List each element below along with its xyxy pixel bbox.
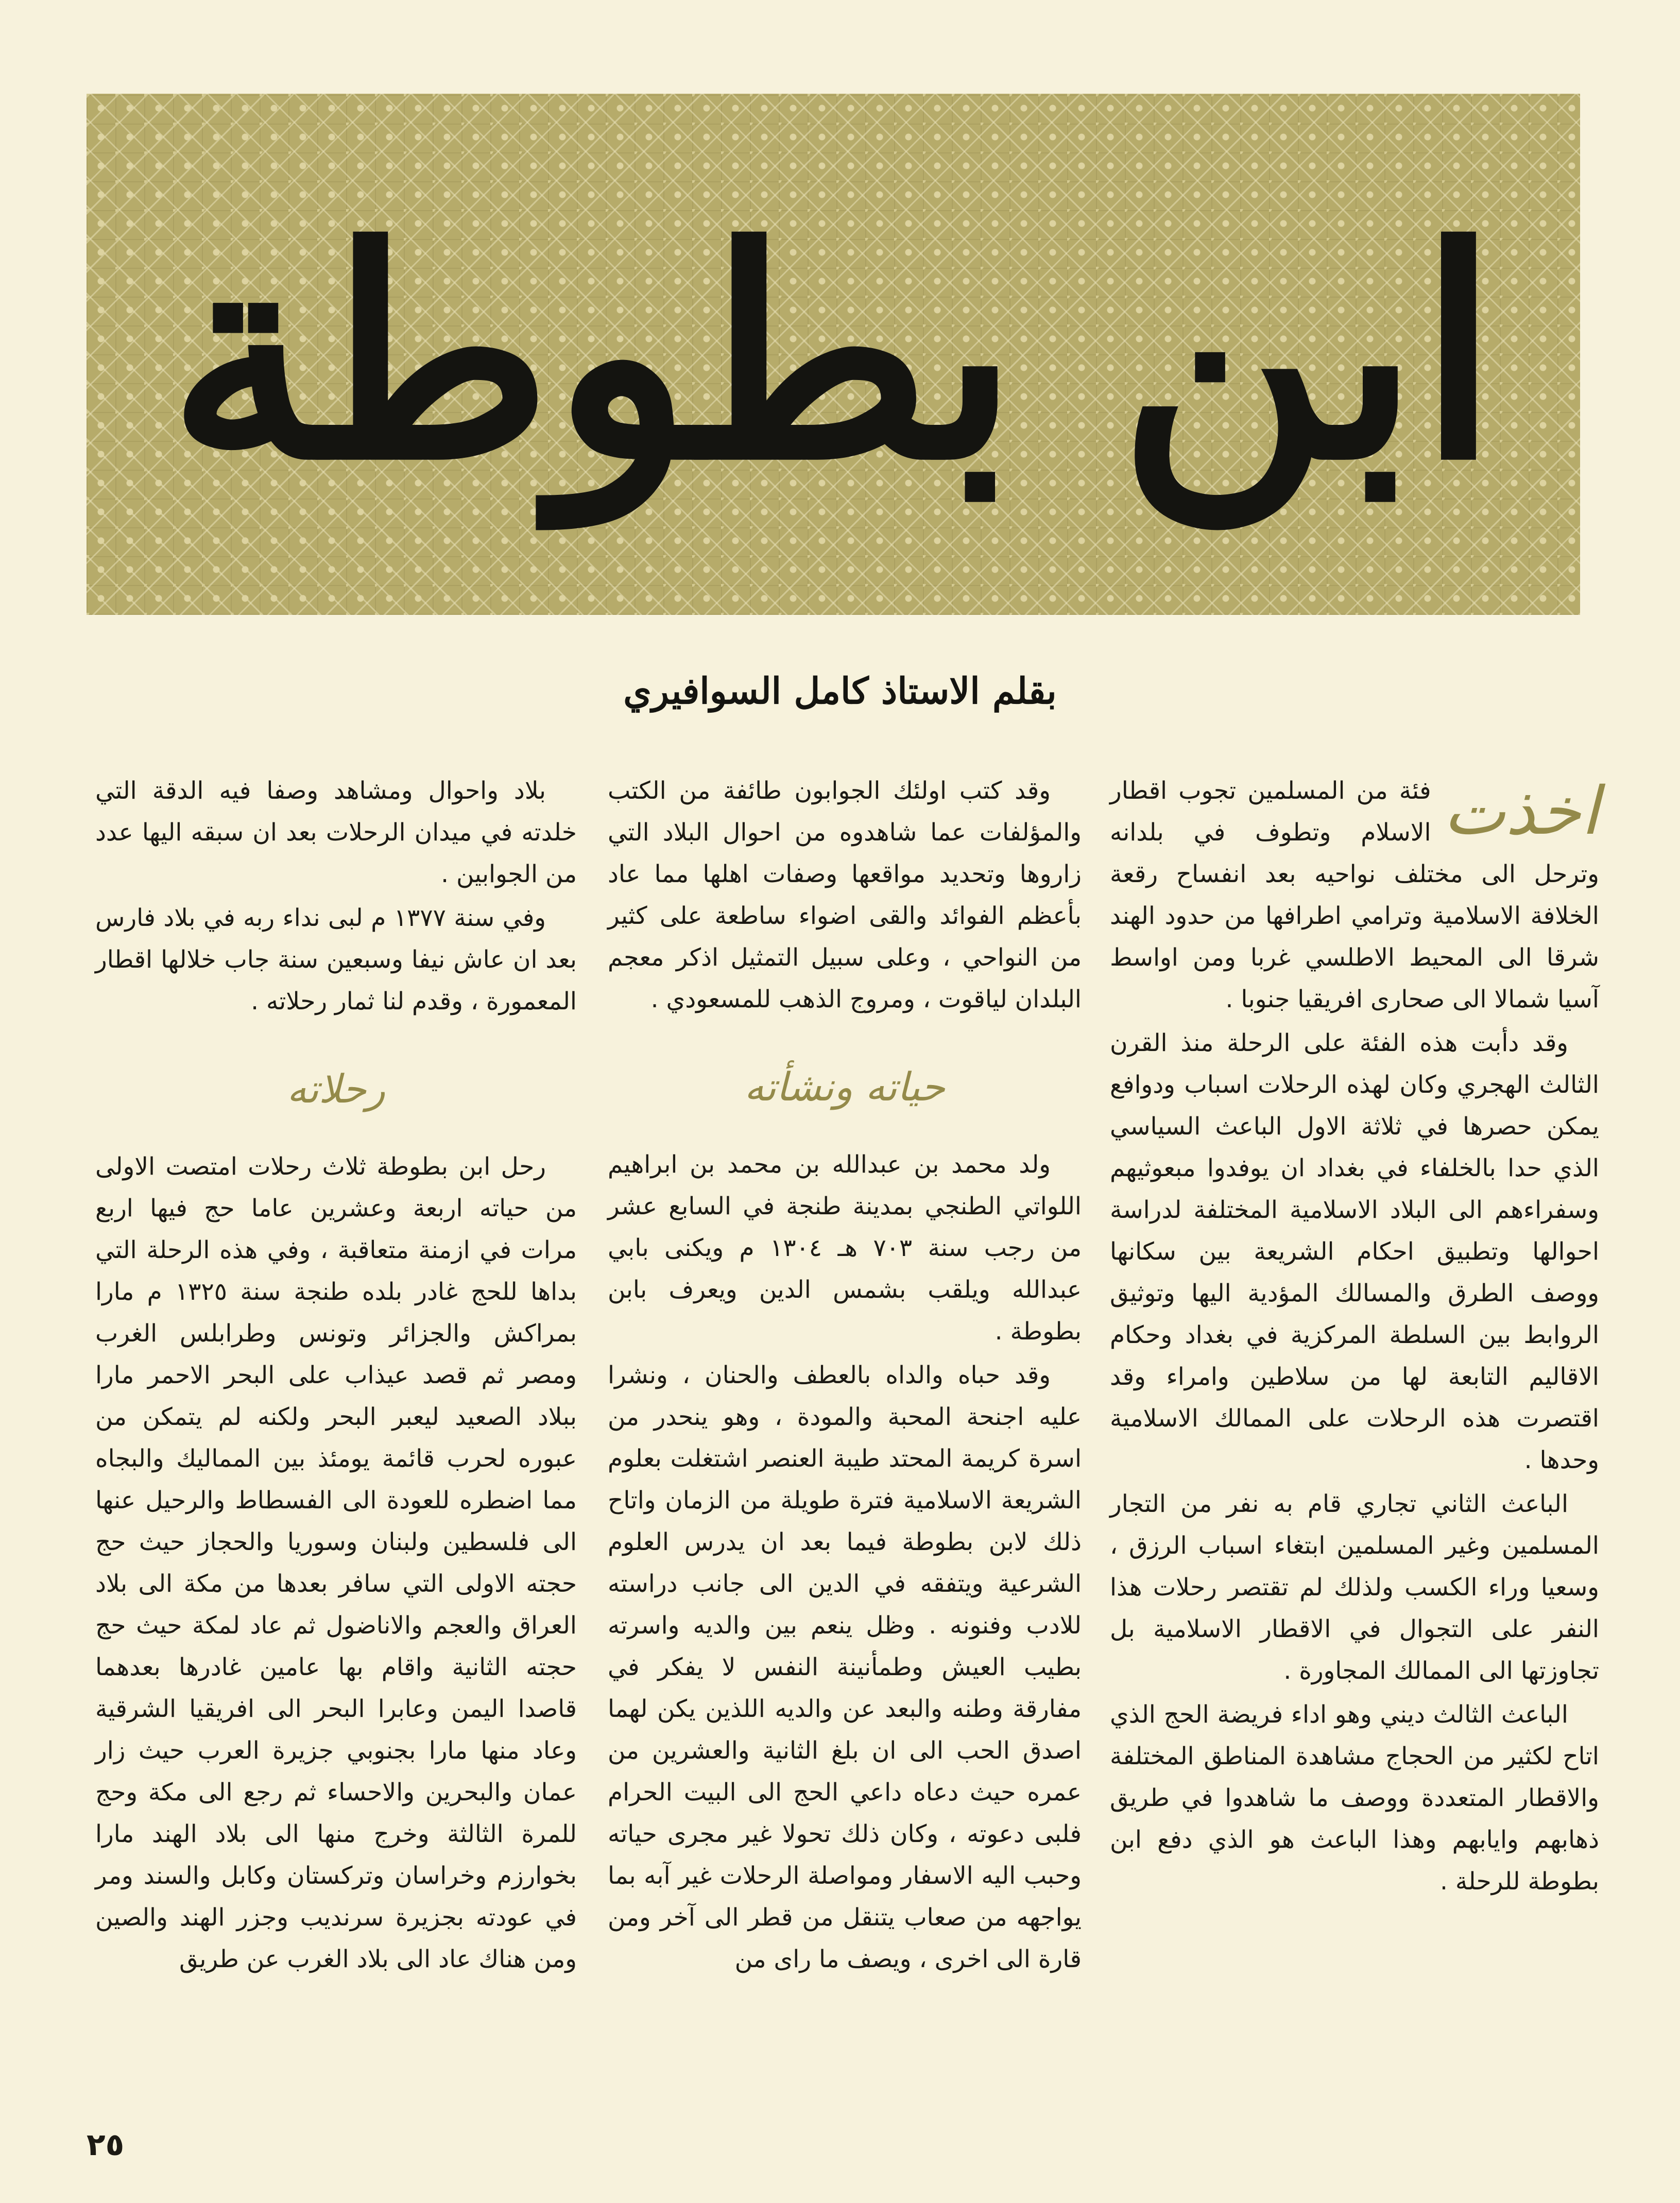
paragraph: وفي سنة ١٣٧٧ م لبى نداء ربه في بلاد فارس بعد ان عاش نيفا وسبعين سنة جاب خلالها اقطار المعمورة ، وقدم لنا ثمار رحلاته . <box>95 904 577 1016</box>
section-heading-journeys: رحلاته <box>287 1066 385 1112</box>
column-right <box>1110 770 1599 1902</box>
column-middle <box>608 770 1082 1980</box>
column-left <box>95 770 577 1980</box>
article-title: ابن بطوطة <box>168 185 1499 524</box>
author-byline: بقلم الاستاذ كامل السوافيري <box>623 669 1057 712</box>
paragraph: وقد دأبت هذه الفئة على الرحلة منذ القرن الثالث الهجري وكان لهذه الرحلات اسباب ودوافع يمكن حصرها في ثلاثة الاول الباعث السياسي الذي حدا بالخلفاء في بغداد ان يوفدوا مبعوثيهم وسفراءهم الى البلاد الاسلامية المختلفة لدراسة احوالها وتطبيق احكام الشريعة بين سكانها ووصف الطرق والمسالك المؤدية اليها وتوثيق الروابط بين السلطة المركزية في بغداد وحكام الاقاليم التابعة لها من سلاطين وامراء وقد اقتصرت هذه الرحلات على الممالك الاسلامية وحدها . <box>1110 1029 1599 1474</box>
opening-paragraph <box>1110 770 1599 1020</box>
section-heading-life: حياته ونشأته <box>744 1064 945 1110</box>
paragraph: رحل ابن بطوطة ثلاث رحلات امتصت الاولى من حياته اربعة وعشرين عاما حج فيها اربع مرات في ازمنة متعاقبة ، وفي هذه الرحلة التي بداها للحج غادر بلده طنجة سنة ١٣٢٥ م مارا بمراكش والجزائر وتونس وطرابلس الغرب ومصر ثم قصد عيذاب على البحر الاحمر مارا ببلاد الصعيد ليعبر البحر ولكنه لم يتمكن من عبوره لحرب قائمة يومئذ بين المماليك والبجاه مما اضطره للعودة الى الفسطاط والرحيل عنها الى فلسطين ولبنان وسوريا والحجاز حيث حج حجته الاولى التي سافر بعدها من مكة الى بلاد العراق والعجم والاناضول ثم عاد لمكة حيث حج حجته الثانية واقام بها عامين غادرها بعدهما قاصدا اليمن وعابرا البحر الى افريقيا الشرقية وعاد منها مارا بجنوبي جزيرة العرب حيث زار عمان والبحرين والاحساء ثم رجع الى مكة وحج للمرة الثالثة وخرج منها الى بلاد الهند مارا بخوارزم وخراسان وتركستان وكابل والسند ومر في عودته بجزيرة سرنديب وجزر الهند والصين ومن هناك عاد الى بلاد الغرب عن طريق <box>95 1152 577 1973</box>
paragraph: الباعث الثالث ديني وهو اداء فريضة الحج الذي اتاح لكثير من الحجاج مشاهدة المناطق المختلفة والاقطار المتعددة ووصف ما شاهدوا في طريق ذهابهم وايابهم وهذا الباعث هو الذي دفع ابن بطوطة للرحلة . <box>1110 1700 1599 1896</box>
dropcap-word: اخذت <box>1443 773 1599 850</box>
paragraph: وقد حباه والداه بالعطف والحنان ، ونشرا عليه اجنحة المحبة والمودة ، وهو ينحدر من اسرة كريمة المحتد طيبة العنصر اشتغلت بعلوم الشريعة الاسلامية فترة طويلة من الزمان واتاح ذلك لابن بطوطة فيما بعد ان يدرس العلوم الشرعية ويتفقه في الدين الى جانب دراسته للادب وفنونه . وظل ينعم بين والديه واسرته بطيب العيش وطمأنينة النفس لا يفكر في مفارقة وطنه والبعد عن والديه اللذين يكن لهما اصدق الحب الى ان بلغ الثانية والعشرين من عمره حيث دعاه داعي الحج الى البيت الحرام فلبى دعوته ، وكان ذلك تحولا غير مجرى حياته وحبب اليه الاسفار ومواصلة الرحلات غير آبه بما يواجهه من صعاب يتنقل من قطر الى آخر ومن قارة الى اخرى ، ويصف ما راى من <box>608 1361 1082 1973</box>
opening-text: فئة من المسلمين تجوب اقطار الاسلام وتطوف في بلدانه وترحل الى مختلف نواحيه بعد انفساح رقعة الخلافة الاسلامية وترامي اطرافها من حدود الهند شرقا الى المحيط الاطلسي غربا ومن اواسط آسيا شمالا الى صحارى افريقيا جنوبا . <box>1110 777 1599 1013</box>
paragraph: ولد محمد بن عبدالله بن محمد بن ابراهيم اللواتي الطنجي بمدينة طنجة في السابع عشر من رجب سنة ٧٠٣ هـ ١٣٠٤ م ويكنى بابي عبدالله ويلقب بشمس الدين ويعرف بابن بطوطة . <box>608 1150 1082 1346</box>
paragraph: الباعث الثاني تجاري قام به نفر من التجار المسلمين وغير المسلمين ابتغاء اسباب الرزق ، وسعيا وراء الكسب ولذلك لم تقتصر رحلات هذا النفر على التجوال في الاقطار الاسلامية بل تجاوزتها الى الممالك المجاورة . <box>1110 1490 1599 1685</box>
paragraph: وقد كتب اولئك الجوابون طائفة من الكتب والمؤلفات عما شاهدوه من احوال البلاد التي زاروها وتحديد مواقعها وصفات اهلها مما عاد بأعظم الفوائد والقى اضواء ساطعة على كثير من النواحي ، وعلى سبيل التمثيل اذكر معجم البلدان لياقوت ، ومروج الذهب للمسعودي . <box>608 777 1082 1013</box>
paragraph: بلاد واحوال ومشاهد وصفا فيه الدقة التي خلدته في ميدان الرحلات بعد ان سبقه اليها عدد من الجوابين . <box>95 777 577 888</box>
title-banner <box>87 94 1580 615</box>
page-number: ٢٥ <box>87 2127 125 2163</box>
